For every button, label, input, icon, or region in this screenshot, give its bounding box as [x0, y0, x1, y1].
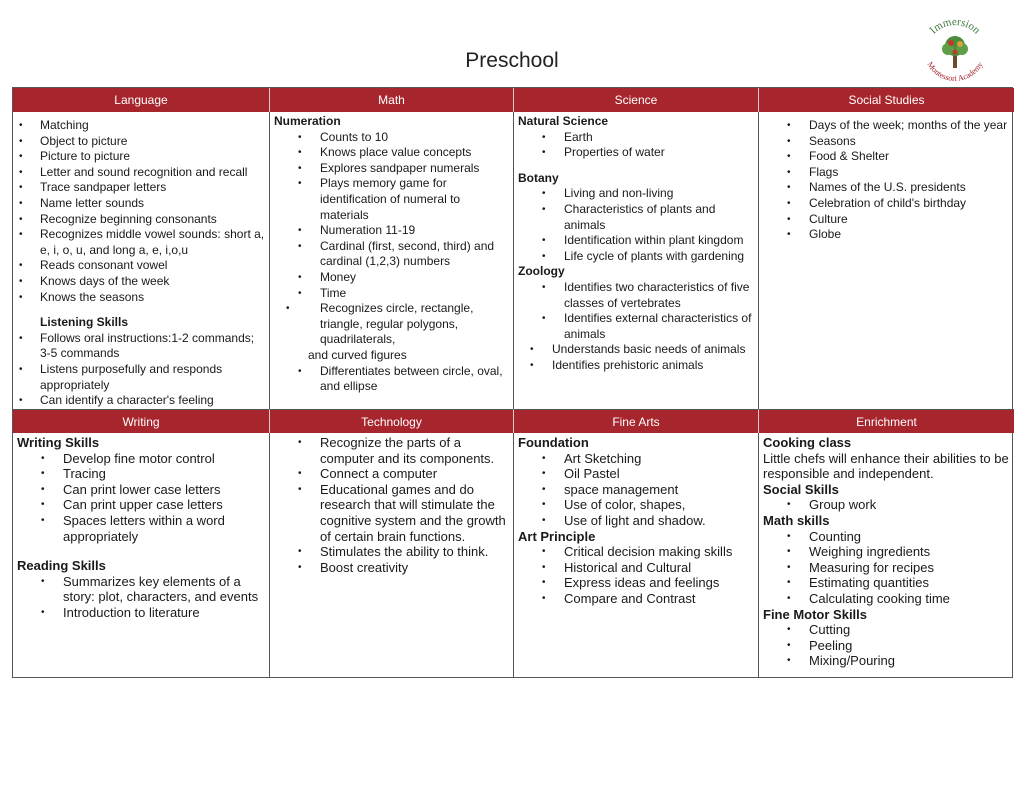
- svg-text:Montessori Academy: Montessori Academy: [925, 60, 985, 84]
- list-item: • Knows days of the week: [17, 274, 265, 290]
- cell-social-studies: [758, 112, 1014, 409]
- list-item: • Letter and sound recognition and recall: [17, 165, 265, 181]
- botany-list: [518, 186, 754, 264]
- list-item: • Identifies external characteristics of animals: [564, 311, 754, 342]
- list-item: • Summarizes key elements of a story: plot, characters, and events: [63, 574, 265, 605]
- cooking-class-heading: Cooking class: [763, 435, 852, 450]
- list-item: • Plays memory game for identification of numeral to materials: [320, 176, 509, 223]
- art-principle-list: [518, 544, 754, 606]
- list-item: • Group work: [809, 497, 1010, 513]
- math-skills-list: [763, 529, 1010, 607]
- list-item: • Name letter sounds: [17, 196, 265, 212]
- header-enrichment: Enrichment: [758, 409, 1014, 433]
- fine-motor-skills-heading: Fine Motor Skills: [763, 606, 868, 622]
- header-math: Math: [269, 88, 513, 112]
- list-item: • Art Sketching: [564, 451, 754, 467]
- list-item: • Trace sandpaper letters: [17, 180, 265, 196]
- header-social-studies: Social Studies: [758, 88, 1014, 112]
- natural-science-list: [518, 130, 754, 161]
- list-item: • Peeling: [809, 638, 1010, 654]
- math-plain-text: and curved figures: [308, 347, 407, 362]
- list-item: • Matching: [17, 118, 265, 134]
- list-item: • space management: [564, 482, 754, 498]
- list-item: • Understands basic needs of animals: [552, 342, 754, 358]
- list-item: • Characteristics of plants and animals: [564, 202, 754, 233]
- list-item: • Identifies prehistoric animals: [552, 358, 754, 374]
- list-item: • Cutting: [809, 622, 1010, 638]
- technology-list: [274, 435, 509, 575]
- tree-icon: [918, 14, 992, 86]
- list-item: • Counts to 10: [320, 130, 509, 146]
- list-item: • Mixing/Pouring: [809, 653, 1010, 669]
- zoology-heading: Zoology: [518, 264, 565, 279]
- list-item: • Cardinal (first, second, third) and cardinal (1,2,3) numbers: [320, 239, 509, 270]
- list-item: • Stimulates the ability to think.: [320, 544, 509, 560]
- list-item: • Express ideas and feelings: [564, 575, 754, 591]
- list-item: • Estimating quantities: [809, 575, 1010, 591]
- social-skills-list: [763, 497, 1010, 513]
- list-item: • Properties of water: [564, 145, 754, 161]
- list-item: • Can print lower case letters: [63, 482, 265, 498]
- cell-technology: [269, 433, 513, 677]
- list-item: • Counting: [809, 529, 1010, 545]
- list-item: • Numeration 11-19: [320, 223, 509, 239]
- list-item: • Listens purposefully and responds appropriately: [17, 362, 265, 393]
- list-item: • Boost creativity: [320, 560, 509, 576]
- list-item: • Life cycle of plants with gardening: [564, 249, 754, 265]
- fine-motor-list: [763, 622, 1010, 669]
- listening-list: [17, 331, 265, 409]
- numeration-heading: Numeration: [274, 114, 341, 128]
- writing-skills-heading: Writing Skills: [17, 435, 100, 450]
- svg-text:Immersion: Immersion: [927, 15, 983, 37]
- list-item: • Time: [320, 286, 509, 302]
- natural-science-heading: Natural Science: [518, 114, 609, 128]
- language-list: [17, 118, 265, 305]
- header-technology: Technology: [269, 409, 513, 433]
- list-item: • Reads consonant vowel: [17, 258, 265, 274]
- list-item: • Culture: [809, 212, 1010, 228]
- list-item: • Seasons: [809, 134, 1010, 150]
- list-item: • Celebration of child's birthday: [809, 196, 1010, 212]
- list-item: • Recognize the parts of a computer and its components.: [320, 435, 509, 466]
- header-science: Science: [513, 88, 758, 112]
- page-title: Preschool: [465, 49, 559, 72]
- cell-math: [269, 112, 513, 409]
- list-item: • Calculating cooking time: [809, 591, 1010, 607]
- curriculum-table: [12, 87, 1013, 678]
- list-item: • Can print upper case letters: [63, 497, 265, 513]
- list-item: • Can identify a character's feeling: [17, 393, 265, 409]
- cell-enrichment: [758, 433, 1014, 677]
- list-item: • Differentiates between circle, oval, and ellipse: [320, 364, 509, 395]
- botany-heading: Botany: [518, 170, 559, 185]
- cell-fine-arts: [513, 433, 758, 677]
- list-item: • Knows place value concepts: [320, 145, 509, 161]
- list-item: • Explores sandpaper numerals: [320, 161, 509, 177]
- social-studies-list: [763, 118, 1010, 243]
- list-item: • Earth: [564, 130, 754, 146]
- header-language: Language: [13, 88, 269, 112]
- list-item: • Use of light and shadow.: [564, 513, 754, 529]
- cell-science: [513, 112, 758, 409]
- header-fine-arts: Fine Arts: [513, 409, 758, 433]
- list-item: • Globe: [809, 227, 1010, 243]
- zoology-list-2: [518, 342, 754, 373]
- math-list: [274, 130, 509, 302]
- list-item: • Money: [320, 270, 509, 286]
- list-item: • Measuring for recipes: [809, 560, 1010, 576]
- list-item: • Identification within plant kingdom: [564, 233, 754, 249]
- math-list-3: [274, 364, 509, 395]
- list-item: • Flags: [809, 165, 1010, 181]
- list-item: • Critical decision making skills: [564, 544, 754, 560]
- header-writing: Writing: [13, 409, 269, 433]
- reading-skills-heading: Reading Skills: [17, 558, 106, 574]
- list-item: • Educational games and do research that will stimulate the cognitive system and the growth of certain brain functions.: [320, 482, 509, 544]
- list-item: • Tracing: [63, 466, 265, 482]
- art-principle-heading: Art Principle: [518, 528, 596, 544]
- list-item: • Follows oral instructions:1-2 commands; 3-5 commands: [17, 331, 265, 362]
- list-item: • Picture to picture: [17, 149, 265, 165]
- list-item: • Weighing ingredients: [809, 544, 1010, 560]
- list-item: • Food & Shelter: [809, 149, 1010, 165]
- cell-language: [13, 112, 269, 409]
- cooking-class-text: Little chefs will enhance their abilities to be responsible and independent.: [763, 450, 1009, 482]
- social-skills-heading: Social Skills: [763, 481, 839, 497]
- list-item: • Days of the week; months of the year: [809, 118, 1010, 134]
- math-skills-heading: Math skills: [763, 512, 830, 528]
- list-item: • Recognizes middle vowel sounds: short a, e, i, o, u, and long a, e, i,o,u: [17, 227, 265, 258]
- list-item: • Use of color, shapes,: [564, 497, 754, 513]
- cell-writing: [13, 433, 269, 677]
- list-item: • Identifies two characteristics of five classes of vertebrates: [564, 280, 754, 311]
- list-item: • Compare and Contrast: [564, 591, 754, 607]
- math-list-2: [274, 301, 509, 348]
- reading-list: [17, 574, 265, 621]
- school-logo: [918, 14, 992, 86]
- listening-skills-heading: Listening Skills: [40, 315, 129, 330]
- list-item: • Recognize beginning consonants: [17, 212, 265, 228]
- list-item: • Recognizes circle, rectangle, triangle, regular polygons, quadrilaterals,: [308, 301, 509, 348]
- foundation-list: [518, 451, 754, 529]
- list-item: • Develop fine motor control: [63, 451, 265, 467]
- list-item: • Connect a computer: [320, 466, 509, 482]
- list-item: • Spaces letters within a word appropriately: [63, 513, 265, 544]
- foundation-heading: Foundation: [518, 435, 589, 450]
- list-item: • Living and non-living: [564, 186, 754, 202]
- writing-list: [17, 451, 265, 545]
- zoology-list: [518, 280, 754, 342]
- list-item: • Knows the seasons: [17, 290, 265, 306]
- list-item: • Historical and Cultural: [564, 560, 754, 576]
- list-item: • Oil Pastel: [564, 466, 754, 482]
- list-item: • Names of the U.S. presidents: [809, 180, 1010, 196]
- list-item: • Introduction to literature: [63, 605, 265, 621]
- list-item: • Object to picture: [17, 134, 265, 150]
